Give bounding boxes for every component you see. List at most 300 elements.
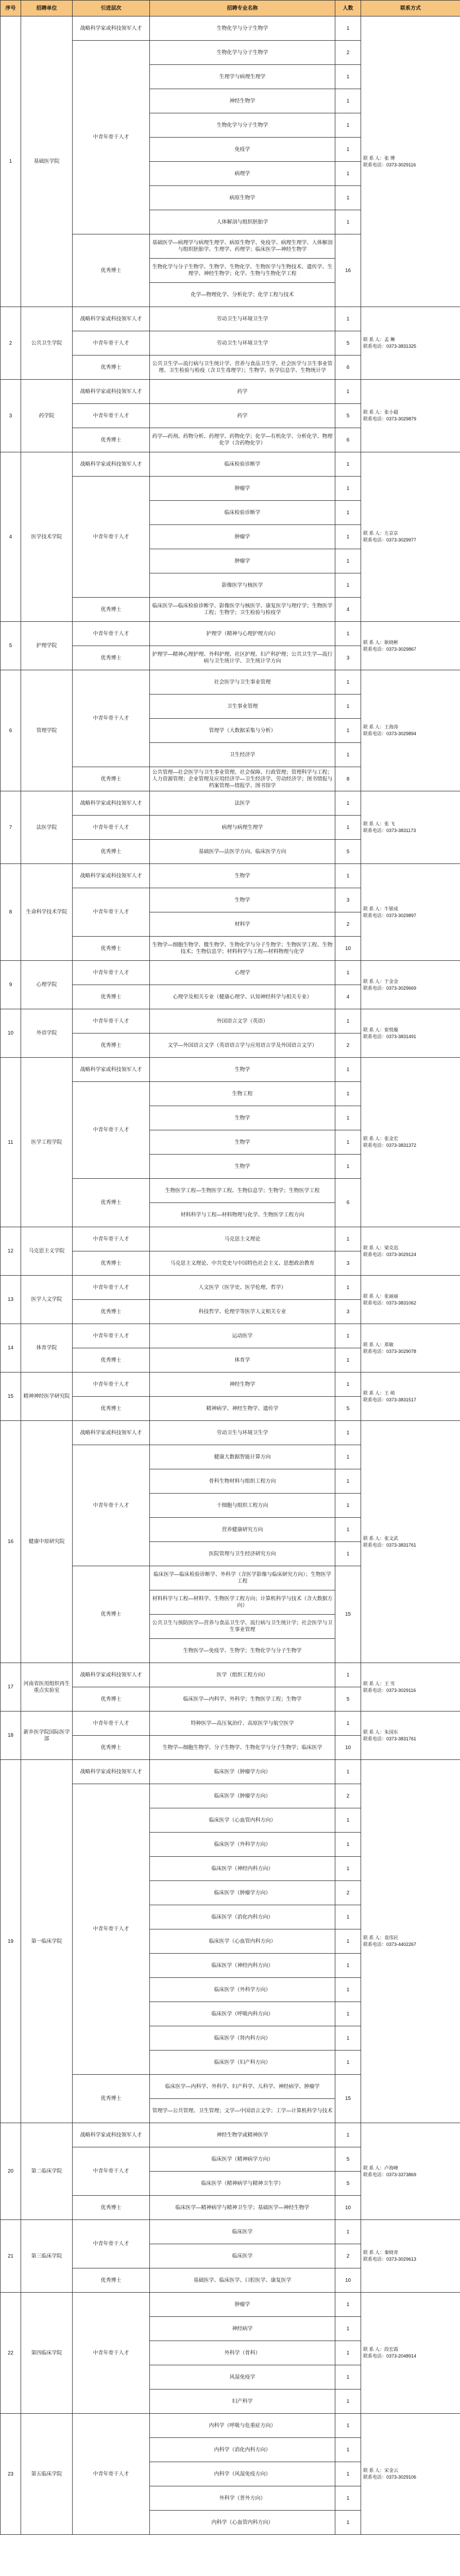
cell-count: 2 (335, 1033, 361, 1058)
cell-contact: 联 系 人：宋金云 联系电话：0373-3029106 (361, 2414, 460, 2535)
cell-count: 6 (335, 355, 361, 380)
cell-count: 4 (335, 598, 361, 622)
cell-no: 16 (1, 1421, 21, 1663)
cell-count: 1 (335, 2341, 361, 2365)
cell-level: 优秀博士 (73, 937, 150, 961)
cell-count: 1 (335, 1324, 361, 1348)
cell-count: 1 (335, 1106, 361, 1130)
cell-count: 1 (335, 65, 361, 89)
header-level: 引进层次 (73, 1, 150, 16)
cell-major: 卫生事业管理 (150, 694, 335, 719)
cell-count: 2 (335, 1784, 361, 1808)
cell-count: 1 (335, 1372, 361, 1397)
cell-major: 临床医学（肿瘤学方向） (150, 1760, 335, 1784)
cell-no: 4 (1, 452, 21, 622)
cell-count: 1 (335, 1130, 361, 1155)
cell-count: 1 (335, 89, 361, 113)
cell-unit: 外语学院 (21, 1009, 73, 1058)
table-row (1, 1276, 460, 1300)
table-header-row (1, 1, 460, 16)
cell-count: 5 (335, 331, 361, 355)
cell-count: 1 (335, 186, 361, 210)
cell-major: 人文医学（医学史、医学伦理、哲学） (150, 1276, 335, 1300)
cell-count: 1 (335, 1542, 361, 1566)
cell-major: 干细胞与组织工程方向 (150, 1494, 335, 1518)
cell-major: 骨科生物材料与组织工程方向 (150, 1469, 335, 1494)
cell-no: 10 (1, 1009, 21, 1058)
cell-count: 1 (335, 1227, 361, 1251)
cell-count: 4 (335, 985, 361, 1009)
cell-contact: 联 系 人：孟 琳 联系电话：0373-3831325 (361, 307, 460, 380)
cell-level: 中青年骨干人才 (73, 477, 150, 598)
cell-level: 优秀博士 (73, 1397, 150, 1421)
cell-level: 中青年骨干人才 (73, 2293, 150, 2414)
cell-contact: 联 系 人：张 飞 联系电话：0373-3831173 (361, 791, 460, 864)
cell-level: 中青年骨干人才 (73, 2414, 150, 2535)
cell-no: 5 (1, 622, 21, 670)
cell-major: 药学—药剂、药物分析、药理学、药物化学；化学—有机化学、分析化学、物理化学（含药物化学） (150, 428, 335, 452)
cell-unit: 护理学院 (21, 622, 73, 670)
cell-count: 1 (335, 2002, 361, 2026)
cell-count: 3 (335, 1251, 361, 1276)
cell-unit: 健康中原研究院 (21, 1421, 73, 1663)
cell-unit: 生命科学技术学院 (21, 864, 73, 961)
cell-count: 1 (335, 16, 361, 41)
header-no: 序号 (1, 1, 21, 16)
cell-count: 1 (335, 622, 361, 646)
cell-level: 中青年骨干人才 (73, 670, 150, 767)
cell-major: 免疫学 (150, 138, 335, 162)
cell-major: 肿瘤学 (150, 2293, 335, 2317)
cell-count: 1 (335, 1978, 361, 2002)
cell-count: 1 (335, 1494, 361, 1518)
cell-major: 药学 (150, 404, 335, 428)
table-row (1, 1009, 460, 1033)
cell-level: 优秀博士 (73, 1033, 150, 1058)
cell-major: 材料科学与工程—材料学、生物医学工程方向；计算机科学与技术（含大数据方向） (150, 1590, 335, 1615)
cell-count: 15 (335, 2075, 361, 2123)
cell-count: 1 (335, 694, 361, 719)
table-row (1, 1324, 460, 1348)
cell-level: 战略科学家或科技领军人才 (73, 1760, 150, 1784)
cell-unit: 药学院 (21, 380, 73, 452)
cell-major: 风湿免疫学 (150, 2365, 335, 2389)
cell-count: 1 (335, 2123, 361, 2147)
cell-contact: 联 系 人：段宏霞 联系电话：0373-2048914 (361, 2293, 460, 2414)
cell-major: 临床医学（精神病学方向） (150, 2147, 335, 2172)
cell-count: 1 (335, 1833, 361, 1857)
table-row (1, 961, 460, 985)
cell-level: 优秀博士 (73, 1566, 150, 1663)
cell-major: 公共管理—社会医学与卫生事业管理、社会保障、行政管理；管理科学与工程；人力资源管理；企业管理及应用经济学—卫生经济学、劳动经济学；图书情报与档案管理—情报学、图书馆学 (150, 767, 335, 791)
cell-count: 1 (335, 452, 361, 477)
cell-major: 劳动卫生与环境卫生学 (150, 1421, 335, 1445)
cell-count: 2 (335, 912, 361, 937)
cell-level: 中青年骨干人才 (73, 404, 150, 428)
cell-unit: 河南省医用组织再生重点实验室 (21, 1663, 73, 1711)
cell-major: 肿瘤学 (150, 525, 335, 549)
cell-level: 战略科学家或科技领军人才 (73, 380, 150, 404)
cell-count: 1 (335, 670, 361, 694)
cell-count: 1 (335, 1518, 361, 1542)
cell-no: 21 (1, 2220, 21, 2293)
table-row (1, 1760, 460, 1784)
cell-major: 科技哲学、伦理学等医学人文相关专业 (150, 1300, 335, 1324)
cell-count: 1 (335, 2486, 361, 2511)
cell-count: 1 (335, 1155, 361, 1179)
cell-contact: 联 系 人：郑敏 联系电话：0373-3029078 (361, 1324, 460, 1372)
cell-major: 神经生物学 (150, 1372, 335, 1397)
cell-contact: 联 系 人：张金宏 联系电话：0373-3831372 (361, 1058, 460, 1227)
cell-count: 1 (335, 1469, 361, 1494)
cell-count: 1 (335, 525, 361, 549)
cell-count: 3 (335, 646, 361, 670)
cell-major: 临床医学（神经内科方向） (150, 1954, 335, 1978)
cell-count: 1 (335, 2293, 361, 2317)
header-count: 人数 (335, 1, 361, 16)
cell-major: 神经病学 (150, 2317, 335, 2341)
cell-contact: 联 系 人：王 雪 联系电话：0373-3029116 (361, 1663, 460, 1711)
cell-contact: 联 系 人：秦晓青 联系电话：0373-3029613 (361, 2220, 460, 2293)
cell-major: 健康大数据智能计算方向 (150, 1445, 335, 1469)
cell-count: 1 (335, 501, 361, 525)
cell-major: 临床医学 (150, 2220, 335, 2244)
cell-no: 20 (1, 2123, 21, 2220)
cell-major: 护理学—精神心理护理、外科护理、社区护理、妇产科护理；公共卫生学—流行病与卫生统计学、卫生统计学方向 (150, 646, 335, 670)
cell-level: 中青年骨干人才 (73, 1276, 150, 1300)
cell-count: 16 (335, 234, 361, 307)
table-row (1, 2123, 460, 2147)
cell-level: 中青年骨干人才 (73, 1784, 150, 2075)
cell-unit: 新乡医学院国际医学部 (21, 1711, 73, 1760)
table-row (1, 864, 460, 888)
cell-major: 临床检验诊断学 (150, 452, 335, 477)
cell-level: 战略科学家或科技领军人才 (73, 1663, 150, 1687)
cell-major: 管理学（大数据采集与分析） (150, 719, 335, 743)
cell-no: 7 (1, 791, 21, 864)
cell-level: 中青年骨干人才 (73, 1009, 150, 1033)
cell-major: 基础医学—法医学方向、临床医学方向 (150, 840, 335, 864)
cell-level: 中青年骨干人才 (73, 2147, 150, 2196)
cell-major: 神经生物学或精神医学 (150, 2123, 335, 2147)
cell-count: 10 (335, 937, 361, 961)
cell-major: 马克思主义理论 (150, 1227, 335, 1251)
cell-count: 1 (335, 2050, 361, 2075)
cell-count: 1 (335, 113, 361, 138)
cell-count: 1 (335, 162, 361, 186)
cell-unit: 心理学院 (21, 961, 73, 1009)
cell-major: 临床医学—临床检验诊断学、影像医学与核医学、康复医学与理疗学；生物医学工程；生物学；卫生检验与检疫学 (150, 598, 335, 622)
cell-major: 生物学 (150, 1155, 335, 1179)
table-row (1, 452, 460, 477)
cell-level: 中青年骨干人才 (73, 1227, 150, 1251)
cell-unit: 第三临床学院 (21, 2220, 73, 2293)
cell-level: 中青年骨干人才 (73, 2220, 150, 2268)
cell-major: 人体解剖与组织胚胎学 (150, 210, 335, 234)
cell-level: 中青年骨干人才 (73, 41, 150, 234)
cell-no: 2 (1, 307, 21, 380)
cell-count: 10 (335, 1736, 361, 1760)
cell-contact: 联 系 人：张小超 联系电话：0373-3029879 (361, 380, 460, 452)
cell-major: 临床医学（外科学方向） (150, 1978, 335, 2002)
cell-no: 19 (1, 1760, 21, 2123)
cell-unit: 医学工程学院 (21, 1058, 73, 1227)
cell-count: 6 (335, 428, 361, 452)
cell-major: 妇产科学 (150, 2389, 335, 2414)
table-row (1, 2293, 460, 2317)
cell-contact: 联 系 人：耿晓彬 联系电话：0373-3029867 (361, 622, 460, 670)
cell-major: 生物化学与分子生物学 (150, 113, 335, 138)
cell-level: 中青年骨干人才 (73, 816, 150, 840)
cell-count: 8 (335, 767, 361, 791)
cell-contact: 联 系 人：张 博 联系电话：0373-3029116 (361, 16, 460, 307)
cell-level: 优秀博士 (73, 767, 150, 791)
cell-no: 3 (1, 380, 21, 452)
header-contact: 联系方式 (361, 1, 460, 16)
cell-major: 马克思主义理论、中共党史与中国特色社会主义、思想政治教育 (150, 1251, 335, 1276)
cell-count: 1 (335, 307, 361, 331)
cell-major: 内科学（心血管内科方向） (150, 2511, 335, 2535)
cell-no: 1 (1, 16, 21, 307)
cell-major: 影像医学与核医学 (150, 573, 335, 598)
cell-major: 劳动卫生与环境卫生学 (150, 331, 335, 355)
cell-level: 中青年骨干人才 (73, 888, 150, 937)
cell-contact: 联 系 人：牛银成 联系电话：0373-3029897 (361, 864, 460, 961)
cell-level: 优秀博士 (73, 234, 150, 307)
cell-count: 3 (335, 1300, 361, 1324)
cell-major: 生物学 (150, 864, 335, 888)
cell-count: 1 (335, 1954, 361, 1978)
cell-level: 中青年骨干人才 (73, 1324, 150, 1348)
cell-count: 1 (335, 1082, 361, 1106)
table-row (1, 1421, 460, 1445)
cell-level: 战略科学家或科技领军人才 (73, 16, 150, 41)
cell-level: 优秀博士 (73, 428, 150, 452)
cell-level: 优秀博士 (73, 1687, 150, 1711)
cell-contact: 联 系 人：朱国东 联系电话：0373-3831761 (361, 1711, 460, 1760)
cell-contact: 联 系 人：左京京 联系电话：0373-3029977 (361, 452, 460, 622)
cell-major: 临床医学 (150, 2244, 335, 2268)
cell-major: 生物学—细胞生物学、分子生物学、生物化学与分子生物学；临床医学 (150, 1736, 335, 1760)
cell-count: 1 (335, 719, 361, 743)
cell-major: 生物工程 (150, 1082, 335, 1106)
cell-contact: 联 系 人：张丽丽 联系电话：0373-3831062 (361, 1276, 460, 1324)
cell-major: 临床医学（妇产科方向） (150, 2050, 335, 2075)
table-row (1, 1058, 460, 1082)
cell-count: 1 (335, 1058, 361, 1082)
cell-major: 病原生物学 (150, 186, 335, 210)
cell-count: 1 (335, 816, 361, 840)
cell-major: 生物学 (150, 1130, 335, 1155)
cell-count: 2 (335, 2244, 361, 2268)
cell-major: 生物医学—免疫学、生物学；生物化学与分子生物学 (150, 1639, 335, 1663)
cell-count: 1 (335, 2389, 361, 2414)
table-row (1, 307, 460, 331)
cell-major: 临床医学（呼吸内科方向） (150, 2002, 335, 2026)
cell-unit: 医学技术学院 (21, 452, 73, 622)
cell-count: 1 (335, 477, 361, 501)
cell-count: 3 (335, 888, 361, 912)
cell-major: 法医学 (150, 791, 335, 816)
cell-count: 1 (335, 2317, 361, 2341)
cell-count: 2 (335, 41, 361, 65)
cell-level: 优秀博士 (73, 2196, 150, 2220)
cell-major: 肿瘤学 (150, 549, 335, 573)
cell-count: 1 (335, 1009, 361, 1033)
cell-major: 材料学 (150, 912, 335, 937)
cell-count: 5 (335, 840, 361, 864)
cell-major: 临床医学—临床检验诊断学、外科学（含医学影像与临床研究方向）；生物医学工程 (150, 1566, 335, 1590)
cell-count: 1 (335, 1808, 361, 1833)
cell-unit: 管理学院 (21, 670, 73, 791)
cell-no: 23 (1, 2414, 21, 2535)
cell-level: 优秀博士 (73, 840, 150, 864)
cell-major: 临床医学—内科学、外科学；生物医学工程；生物学 (150, 1687, 335, 1711)
cell-unit: 公共卫生学院 (21, 307, 73, 380)
table-row (1, 16, 460, 41)
cell-count: 1 (335, 380, 361, 404)
cell-unit: 第四临床学院 (21, 2293, 73, 2414)
cell-major: 内科学（风湿免疫方向） (150, 2462, 335, 2486)
cell-major: 生物医学工程—生物医学工程、生物信息学；生物学；生物医学工程 (150, 1179, 335, 1203)
cell-major: 外科学（骨科） (150, 2341, 335, 2365)
cell-level: 战略科学家或科技领军人才 (73, 791, 150, 816)
table-row (1, 1711, 460, 1736)
cell-major: 生物学—细胞生物学、微生物学、生物化学与分子生物学；生物医学工程、生物技术；生物信息学；材料科学与工程—材料物理与化学 (150, 937, 335, 961)
cell-contact: 联 系 人：王海涛 联系电话：0373-3029894 (361, 670, 460, 791)
cell-unit: 第一临床学院 (21, 1760, 73, 2123)
cell-count: 1 (335, 864, 361, 888)
cell-level: 优秀博士 (73, 598, 150, 622)
cell-count: 1 (335, 961, 361, 985)
cell-no: 14 (1, 1324, 21, 1372)
cell-major: 生理学与病理生理学 (150, 65, 335, 89)
cell-count: 2 (335, 1881, 361, 1905)
cell-count: 5 (335, 2172, 361, 2196)
cell-count: 1 (335, 2511, 361, 2535)
cell-contact: 联 系 人：张文武 联系电话：0373-3831761 (361, 1421, 460, 1663)
cell-major: 医院管理与卫生经济研究方向 (150, 1542, 335, 1566)
cell-major: 化学—物理化学、分析化学；化学工程与技术 (150, 283, 335, 307)
cell-major: 外国语言文学（英语） (150, 1009, 335, 1033)
cell-level: 中青年骨干人才 (73, 1445, 150, 1566)
table-body (1, 16, 460, 2535)
cell-no: 13 (1, 1276, 21, 1324)
cell-count: 1 (335, 2220, 361, 2244)
cell-count: 1 (335, 1760, 361, 1784)
cell-count: 1 (335, 138, 361, 162)
cell-contact: 联 系 人：于金金 联系电话：0373-3029669 (361, 961, 460, 1009)
cell-count: 1 (335, 1663, 361, 1687)
cell-major: 精神病学、神经生物学、遗传学 (150, 1397, 335, 1421)
cell-unit: 第五临床学院 (21, 2414, 73, 2535)
cell-major: 劳动卫生与环境卫生学 (150, 307, 335, 331)
cell-level: 优秀博士 (73, 2268, 150, 2293)
cell-no: 6 (1, 670, 21, 791)
cell-level: 中青年骨干人才 (73, 622, 150, 646)
cell-major: 生物化学与分子生物学、生物学、生物化学、生物医学与生物技术、遗传学、生理学、神经生物学；化学、生物与生物化学工程 (150, 259, 335, 283)
cell-major: 生物学 (150, 888, 335, 912)
cell-count: 1 (335, 1905, 361, 1929)
cell-level: 中青年骨干人才 (73, 1082, 150, 1179)
cell-major: 材料科学与工程—材料物理与化学、生物医学工程方向 (150, 1203, 335, 1227)
table-row (1, 622, 460, 646)
cell-unit: 法医学院 (21, 791, 73, 864)
cell-major: 公共卫生学—流行病与卫生统计学、营养与食品卫生学、社会医学与卫生事业管理、卫生检验与检疫（含卫生毒理学）；生物学、医学信息学、生物统计学 (150, 355, 335, 380)
cell-level: 中青年骨干人才 (73, 1372, 150, 1397)
cell-major: 神经生物学 (150, 89, 335, 113)
cell-level: 战略科学家或科技领军人才 (73, 452, 150, 477)
cell-level: 战略科学家或科技领军人才 (73, 1421, 150, 1445)
cell-no: 22 (1, 2293, 21, 2414)
cell-level: 优秀博士 (73, 985, 150, 1009)
cell-level: 优秀博士 (73, 2075, 150, 2123)
table-row (1, 2414, 460, 2438)
cell-count: 1 (335, 210, 361, 234)
cell-no: 11 (1, 1058, 21, 1227)
cell-unit: 基础医学院 (21, 16, 73, 307)
cell-major: 社会医学与卫生事业管理 (150, 670, 335, 694)
cell-level: 优秀博士 (73, 355, 150, 380)
cell-no: 9 (1, 961, 21, 1009)
cell-level: 战略科学家或科技领军人才 (73, 2123, 150, 2147)
cell-count: 15 (335, 1566, 361, 1663)
cell-major: 临床医学—精神病学与精神卫生学；基础医学—神经生物学 (150, 2196, 335, 2220)
cell-major: 临床医学（肾内科方向） (150, 2026, 335, 2050)
cell-count: 1 (335, 1929, 361, 1954)
cell-unit: 马克思主义学院 (21, 1227, 73, 1276)
cell-no: 18 (1, 1711, 21, 1760)
cell-major: 基础医学、临床医学、口腔医学、康复医学 (150, 2268, 335, 2293)
cell-major: 临床医学（心血管内科方向） (150, 1808, 335, 1833)
table-row (1, 2220, 460, 2244)
cell-major: 文学—外国语言文学（英语语言学与应用语言学及外国语言文学） (150, 1033, 335, 1058)
cell-major: 生物化学与分子生物学 (150, 41, 335, 65)
cell-level: 优秀博士 (73, 1736, 150, 1760)
cell-contact: 联 系 人：袁伟民 联系电话：0373-4402267 (361, 1760, 460, 2123)
cell-major: 营养健康研究方向 (150, 1518, 335, 1542)
header-unit: 招聘单位 (21, 1, 73, 16)
table-row (1, 1372, 460, 1397)
cell-level: 优秀博士 (73, 1300, 150, 1324)
cell-major: 临床医学—内科学、外科学、妇产科学、儿科学、神经病学、肿瘤学 (150, 2075, 335, 2099)
cell-count: 1 (335, 1421, 361, 1445)
cell-major: 管理学—公共管理、卫生管理；文学—中国语言文学；工学—计算机科学与技术 (150, 2099, 335, 2123)
cell-major: 内科学（呼吸与危重症方向） (150, 2414, 335, 2438)
cell-contact: 联 系 人：崔悦璇 联系电话：0373-3831491 (361, 1009, 460, 1058)
cell-count: 10 (335, 2196, 361, 2220)
cell-major: 临床检验诊断学 (150, 501, 335, 525)
cell-count: 1 (335, 1348, 361, 1372)
cell-count: 1 (335, 2365, 361, 2389)
cell-count: 1 (335, 1276, 361, 1300)
cell-major: 临床医学（精神病学与精神卫生学） (150, 2172, 335, 2196)
cell-major: 公共卫生与预防医学—营养与食品卫生学、流行病与卫生统计学；社会医学与卫生事业管理 (150, 1615, 335, 1639)
cell-contact: 联 系 人：王 萌 联系电话：0373-3831517 (361, 1372, 460, 1421)
cell-no: 17 (1, 1663, 21, 1711)
cell-level: 战略科学家或科技领军人才 (73, 864, 150, 888)
cell-major: 外科学（普外方向） (150, 2486, 335, 2511)
cell-unit: 体育学院 (21, 1324, 73, 1372)
cell-count: 6 (335, 1179, 361, 1227)
cell-count: 1 (335, 2414, 361, 2438)
cell-major: 临床医学（肿瘤学方向） (150, 1784, 335, 1808)
cell-major: 心理学及相关专业（健康心理学、认知神经科学与相关专业） (150, 985, 335, 1009)
cell-level: 战略科学家或科技领军人才 (73, 1058, 150, 1082)
cell-major: 肿瘤学 (150, 477, 335, 501)
cell-level: 优秀博士 (73, 1348, 150, 1372)
cell-unit: 医学人文学院 (21, 1276, 73, 1324)
